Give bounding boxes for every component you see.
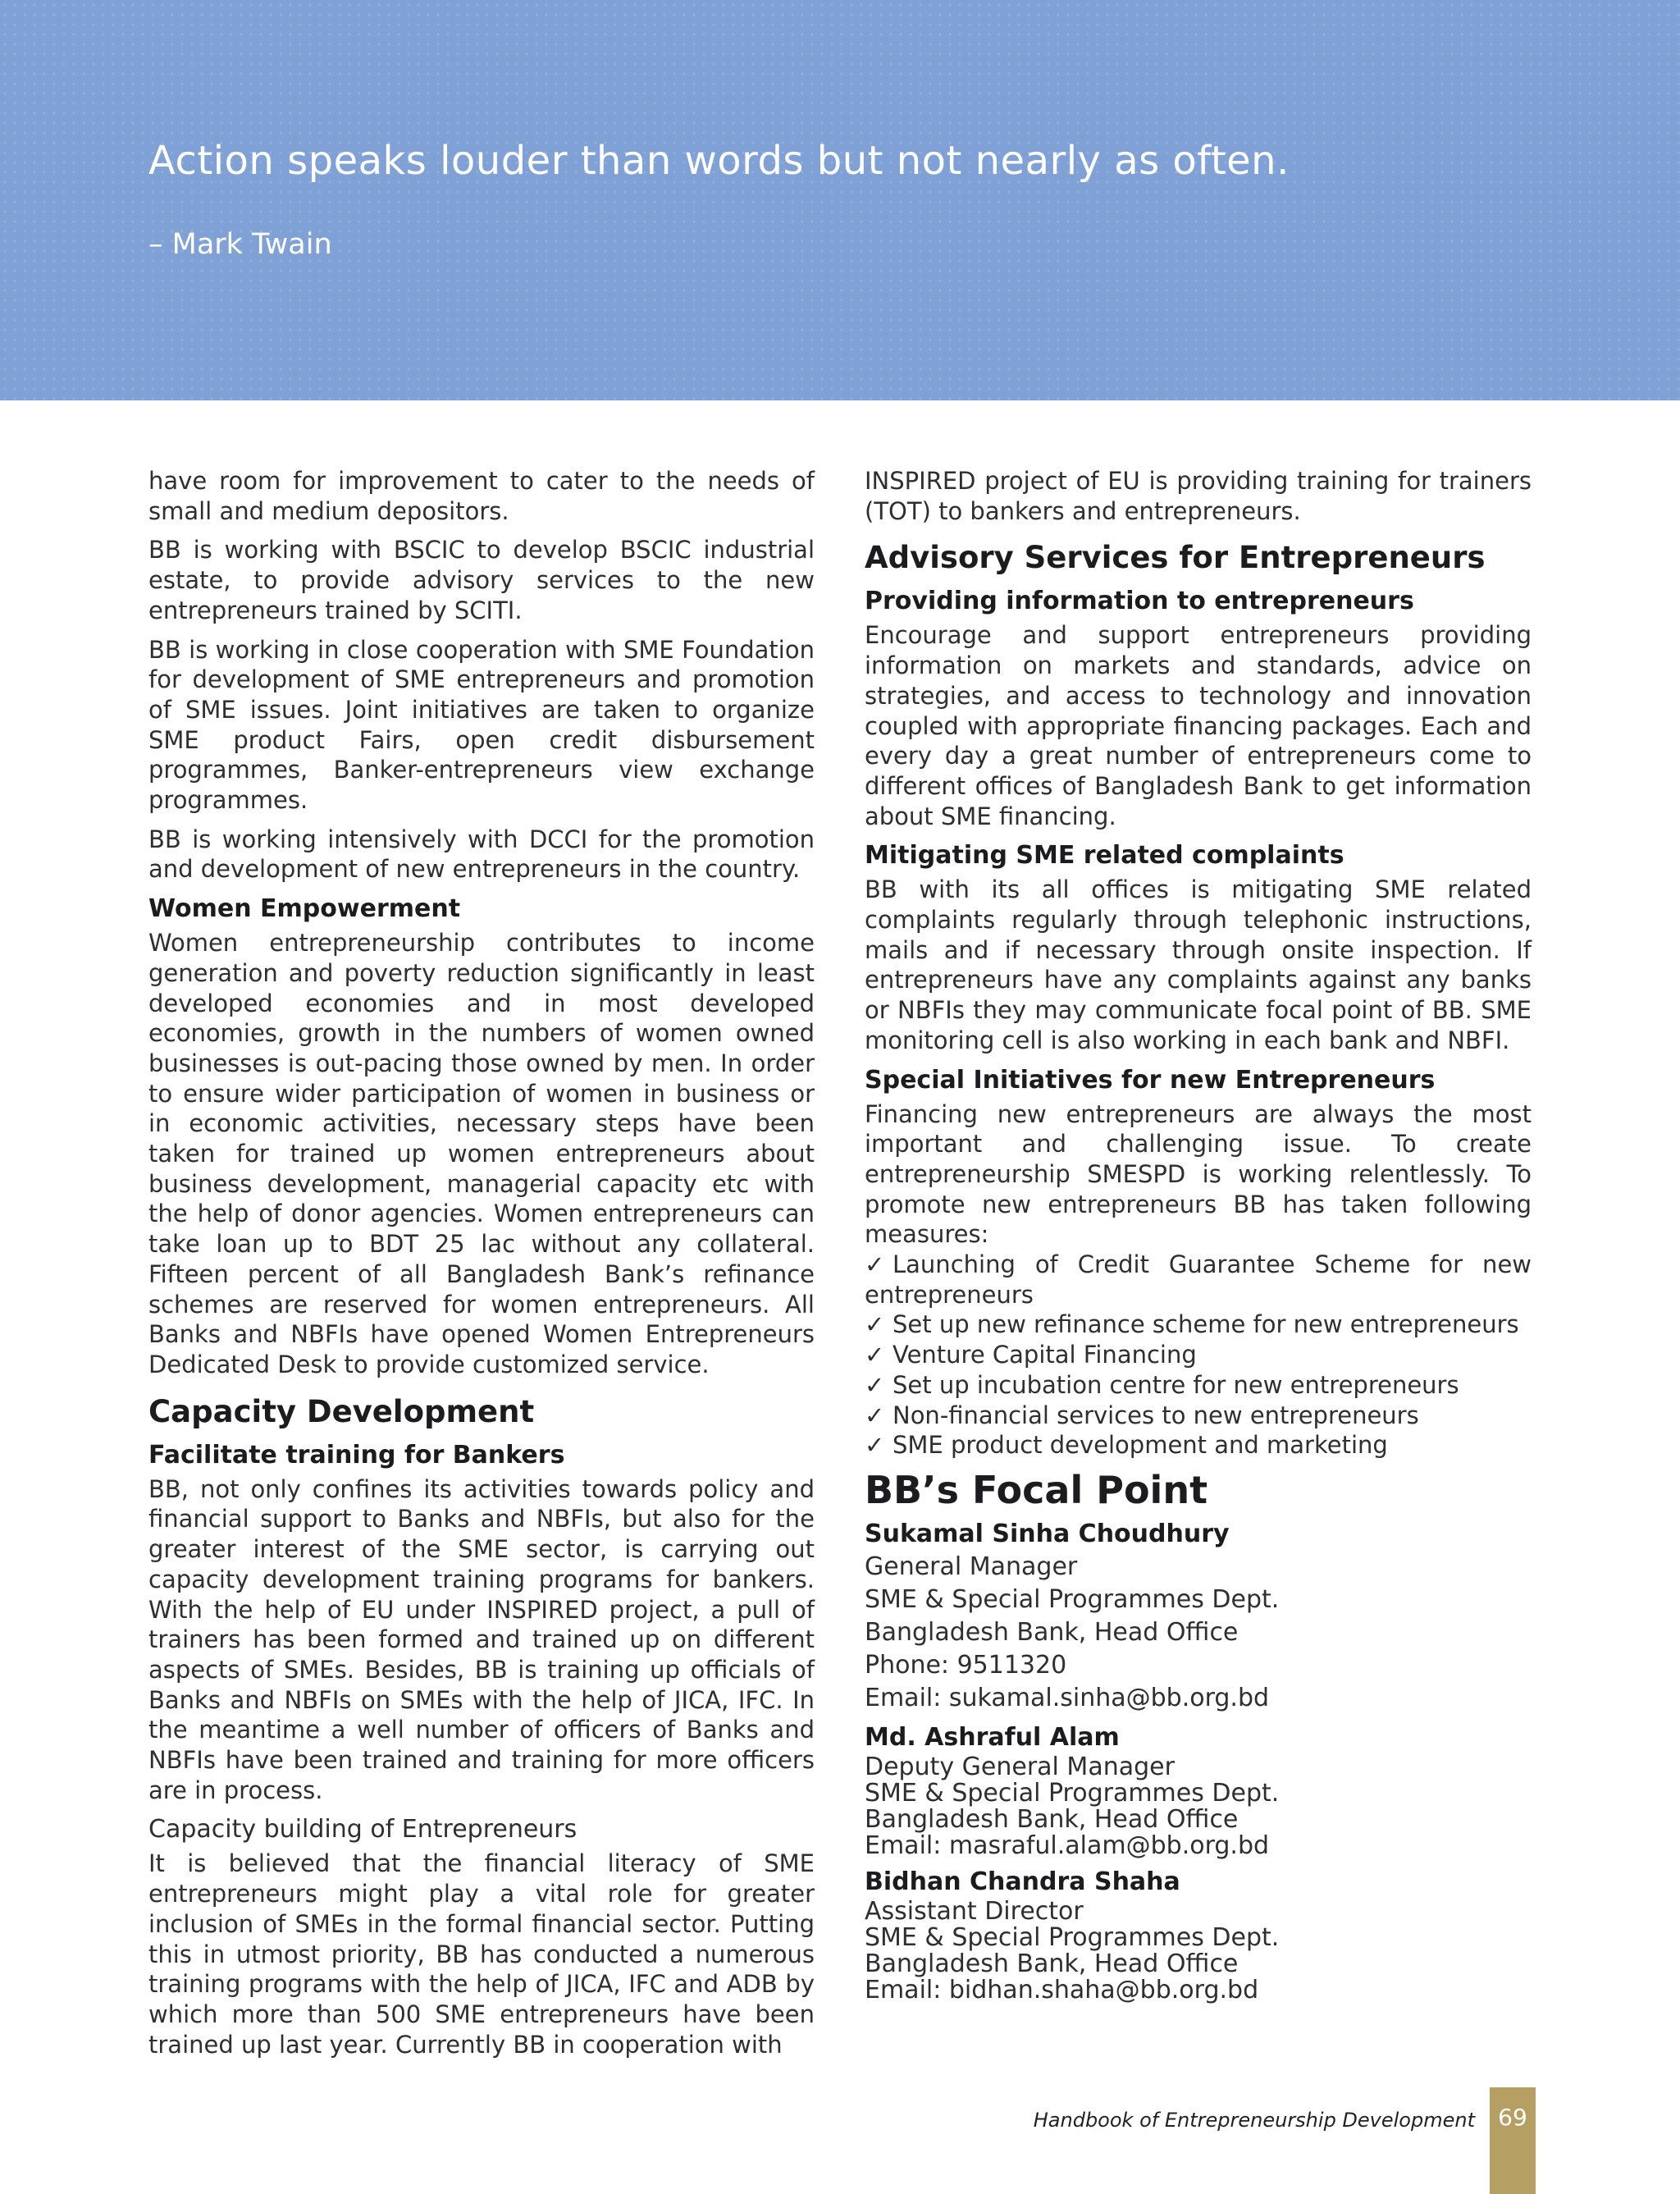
- focal-point-heading: BB’s Focal Point: [865, 1467, 1208, 1512]
- contact-card: [865, 1518, 1532, 1715]
- quote-author: – Mark Twain: [148, 228, 332, 261]
- measures-list: [865, 1250, 1532, 1460]
- page-number: 69: [1490, 2087, 1536, 2194]
- contact-office: Bangladesh Bank, Head Office: [865, 1804, 1239, 1834]
- contact-name: Md. Ashraful Alam: [865, 1722, 1120, 1752]
- checkmark-icon: ✓: [865, 1341, 885, 1369]
- entrepreneurs-capacity-heading: Capacity building of Entrepreneurs: [148, 1815, 578, 1844]
- providing-information-text: Encourage and support entrepreneurs providing information on markets and standards, advice on strategies, and access to technology and innovation coupled with appropriate financing packages. Each and every day a great number of entrepreneurs come to different offices of Bangladesh Bank to get information about SME financing.: [865, 621, 1532, 830]
- list-item: ✓ SME product development and marketing: [865, 1431, 1388, 1460]
- entrepreneurs-capacity-text: It is believed that the financial literacy of SME entrepreneurs might play a vital role for greater inclusion of SMEs in the formal financial sector. Putting this in utmost priority, BB has conducted a numerous training programs with the help of JICA, IFC and ADB by which more than 500 SME entrepreneurs have been trained up last year. Currently BB in cooperation with: [148, 1849, 815, 2059]
- contact-card: [865, 1866, 1532, 2004]
- contact-name: Sukamal Sinha Choudhury: [865, 1519, 1230, 1548]
- special-initiatives-text: Financing new entrepreneurs are always the most important and challenging issue. To create entrepreneurship SMESPD is working relentlessly. To promote new entrepreneurs BB has taken following measures:: [865, 1099, 1532, 1249]
- contact-title: Assistant Director: [865, 1896, 1084, 1926]
- list-item: ✓ Non-financial services to new entrepreneurs: [865, 1401, 1419, 1429]
- bankers-training-text: BB, not only confines its activities towards policy and financial support to Banks and NBFIs, but also for the greater interest of the SME sector, is carrying out capacity development training programs for bankers. With the help of EU under INSPIRED project, a pull of trainers has been formed and trained up on different aspects of SMEs. Besides, BB is training up officials of Banks and NBFIs on SMEs with the help of JICA, IFC. In the meantime a well number of officers of Banks and NBFIs have been trained and training for more officers are in process.: [148, 1474, 815, 1804]
- contact-title: Deputy General Manager: [865, 1752, 1175, 1781]
- complaints-text: BB with its all offices is mitigating SME related complaints regularly through telephonic instructions, mails and if necessary through onsite inspection. If entrepreneurs have any complaints against any banks or NBFIs they may communicate focal point of BB. SME monitoring cell is also working in each bank and NBFI.: [865, 875, 1532, 1054]
- paragraph: have room for improvement to cater to the needs of small and medium depositors.: [148, 467, 815, 525]
- contact-title: General Manager: [865, 1552, 1078, 1581]
- providing-information-heading: Providing information to entrepreneurs: [865, 587, 1414, 616]
- contact-name: Bidhan Chandra Shaha: [865, 1867, 1180, 1896]
- contact-email: Email: sukamal.sinha@bb.org.bd: [865, 1683, 1270, 1712]
- capacity-development-heading: Capacity Development: [148, 1393, 535, 1429]
- checkmark-icon: ✓: [865, 1370, 885, 1399]
- paragraph: BB is working intensively with DCCI for the promotion and development of new entrepreneurs in the country.: [148, 825, 815, 884]
- contact-email: Email: bidhan.shaha@bb.org.bd: [865, 1975, 1259, 2004]
- quote-text: Action speaks louder than words but not nearly as often.: [148, 138, 1290, 184]
- checkmark-icon: ✓: [865, 1310, 885, 1339]
- list-item: ✓ Launching of Credit Guarantee Scheme for new entrepreneurs: [865, 1250, 1532, 1309]
- contact-dept: SME & Special Programmes Dept.: [865, 1922, 1280, 1952]
- contact-office: Bangladesh Bank, Head Office: [865, 1617, 1239, 1647]
- book-title: Handbook of Entrepreneurship Development: [1033, 2109, 1475, 2132]
- quote-banner: [0, 0, 1680, 400]
- women-empowerment-heading: Women Empowerment: [148, 894, 461, 924]
- checkmark-icon: ✓: [865, 1431, 885, 1460]
- paragraph: BB is working with BSCIC to develop BSCIC industrial estate, to provide advisory services to the new entrepreneurs trained by SCITI.: [148, 536, 815, 624]
- advisory-services-heading: Advisory Services for Entrepreneurs: [865, 540, 1486, 576]
- paragraph: BB is working in close cooperation with SME Foundation for development of SME entrepreneurs and promotion of SME issues. Joint initiatives are taken to organize SME product Fairs, open credit disbursement programmes, Banker-entrepreneurs view exchange programmes.: [148, 635, 815, 815]
- list-item: ✓ Venture Capital Financing: [865, 1341, 1197, 1369]
- checkmark-icon: ✓: [865, 1401, 885, 1429]
- contact-card: [865, 1721, 1532, 1859]
- left-column: [148, 466, 815, 2059]
- contact-email: Email: masraful.alam@bb.org.bd: [865, 1831, 1270, 1860]
- complaints-heading: Mitigating SME related complaints: [865, 841, 1344, 871]
- contact-dept: SME & Special Programmes Dept.: [865, 1584, 1280, 1614]
- paragraph: INSPIRED project of EU is providing training for trainers (TOT) to bankers and entrepreneurs.: [865, 467, 1532, 525]
- bankers-training-heading: Facilitate training for Bankers: [148, 1440, 565, 1470]
- list-item: ✓ Set up new refinance scheme for new entrepreneurs: [865, 1310, 1519, 1339]
- checkmark-icon: ✓: [865, 1250, 885, 1279]
- contact-office: Bangladesh Bank, Head Office: [865, 1949, 1239, 1978]
- contact-phone: Phone: 9511320: [865, 1650, 1067, 1680]
- list-item: ✓ Set up incubation centre for new entrepreneurs: [865, 1370, 1459, 1399]
- women-empowerment-text: Women entrepreneurship contributes to income generation and poverty reduction significantly in least developed economies and in most developed economies, growth in the numbers of women owned businesses is out-pacing those owned by men. In order to ensure wider participation of women in business or in economic activities, necessary steps have been taken for trained up women entrepreneurs about business development, managerial capacity etc with the help of donor agencies. Women entrepreneurs can take loan up to BDT 25 lac without any collateral. Fifteen percent of all Bangladesh Bank’s refinance schemes are reserved for women entrepreneurs. All Banks and NBFIs have opened Women Entrepreneurs Dedicated Desk to provide customized service.: [148, 929, 815, 1378]
- right-column: [865, 466, 1532, 2010]
- special-initiatives-heading: Special Initiatives for new Entrepreneurs: [865, 1065, 1436, 1095]
- contact-dept: SME & Special Programmes Dept.: [865, 1778, 1280, 1808]
